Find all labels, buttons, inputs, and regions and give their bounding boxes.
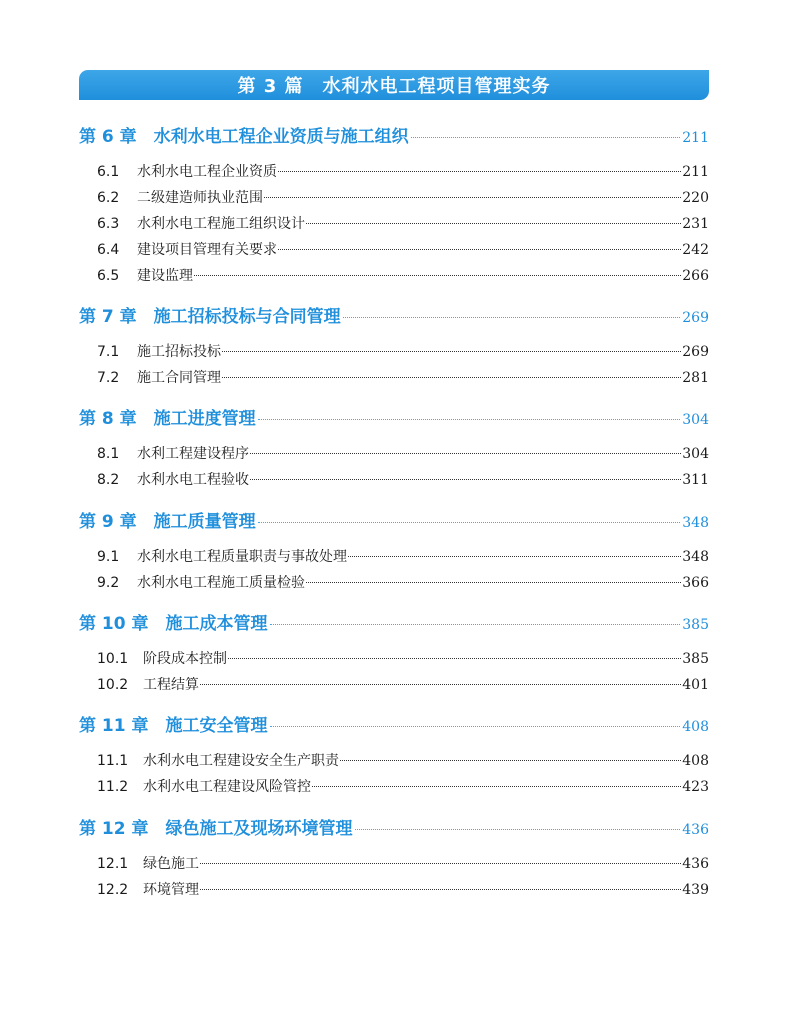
- section-6-4-entry[interactable]: [79, 239, 709, 261]
- section-title: 环境管理: [143, 882, 199, 898]
- chapter-7-entry[interactable]: [79, 302, 709, 328]
- section-number: 6.1: [97, 164, 120, 180]
- section-page-number: 304: [682, 446, 709, 462]
- section-title: 二级建造师执业范围: [137, 190, 263, 206]
- chapter-page-number: 269: [682, 310, 709, 326]
- section-7-1-entry[interactable]: [79, 341, 709, 363]
- dot-leader: [264, 197, 681, 198]
- section-page-number: 231: [682, 216, 709, 232]
- dot-leader: [306, 582, 681, 583]
- section-9-2-entry[interactable]: [79, 572, 709, 594]
- section-title: 水利水电工程施工组织设计: [137, 216, 305, 232]
- section-title: 水利水电工程企业资质: [137, 164, 277, 180]
- section-title: 工程结算: [143, 677, 199, 693]
- dot-leader: [411, 137, 681, 138]
- chapter-title: 第 11 章 施工安全管理: [79, 716, 268, 736]
- section-6-5-entry[interactable]: [79, 265, 709, 287]
- section-page-number: 439: [682, 882, 709, 898]
- section-page-number: 266: [682, 268, 709, 284]
- dot-leader: [228, 658, 681, 659]
- chapter-11-entry[interactable]: [79, 711, 709, 737]
- section-title: 水利水电工程建设风险管控: [143, 779, 311, 795]
- section-11-2-entry[interactable]: [79, 776, 709, 798]
- chapter-title: 第 6 章 水利水电工程企业资质与施工组织: [79, 127, 409, 147]
- section-number: 8.2: [97, 472, 120, 488]
- chapter-8-entry[interactable]: [79, 404, 709, 430]
- chapter-page-number: 385: [682, 617, 709, 633]
- dot-leader: [222, 377, 681, 378]
- chapter-page-number: 211: [682, 130, 709, 146]
- dot-leader: [343, 317, 681, 318]
- section-page-number: 211: [682, 164, 709, 180]
- dot-leader: [258, 419, 681, 420]
- section-number: 11.1: [97, 753, 129, 769]
- section-title: 水利水电工程建设安全生产职责: [143, 753, 339, 769]
- chapter-title: 第 10 章 施工成本管理: [79, 614, 268, 634]
- section-number: 9.2: [97, 575, 120, 591]
- section-number: 11.2: [97, 779, 129, 795]
- dot-leader: [270, 624, 681, 625]
- dot-leader: [250, 479, 681, 480]
- dot-leader: [222, 351, 681, 352]
- dot-leader: [200, 863, 681, 864]
- section-page-number: 281: [682, 370, 709, 386]
- section-9-1-entry[interactable]: [79, 546, 709, 568]
- section-title: 水利水电工程质量职责与事故处理: [137, 549, 347, 565]
- section-title: 阶段成本控制: [143, 651, 227, 667]
- dot-leader: [200, 889, 681, 890]
- section-10-2-entry[interactable]: [79, 674, 709, 696]
- section-7-2-entry[interactable]: [79, 367, 709, 389]
- section-number: 7.2: [97, 370, 120, 386]
- section-12-1-entry[interactable]: [79, 853, 709, 875]
- section-10-1-entry[interactable]: [79, 648, 709, 670]
- section-title: 施工合同管理: [137, 370, 221, 386]
- section-6-3-entry[interactable]: [79, 213, 709, 235]
- part-title: 第 3 篇 水利水电工程项目管理实务: [237, 76, 551, 97]
- section-8-2-entry[interactable]: [79, 469, 709, 491]
- section-title: 绿色施工: [143, 856, 199, 872]
- dot-leader: [355, 829, 681, 830]
- dot-leader: [194, 275, 681, 276]
- chapter-9-entry[interactable]: [79, 507, 709, 533]
- section-page-number: 436: [682, 856, 709, 872]
- section-11-1-entry[interactable]: [79, 750, 709, 772]
- section-6-1-entry[interactable]: [79, 161, 709, 183]
- section-page-number: 348: [682, 549, 709, 565]
- section-title: 水利水电工程验收: [137, 472, 249, 488]
- section-title: 建设监理: [137, 268, 193, 284]
- section-12-2-entry[interactable]: [79, 879, 709, 901]
- dot-leader: [278, 171, 681, 172]
- section-page-number: 242: [682, 242, 709, 258]
- chapter-title: 第 8 章 施工进度管理: [79, 409, 256, 429]
- dot-leader: [258, 522, 681, 523]
- section-title: 施工招标投标: [137, 344, 221, 360]
- section-title: 水利水电工程施工质量检验: [137, 575, 305, 591]
- section-page-number: 423: [682, 779, 709, 795]
- chapter-6-entry[interactable]: [79, 122, 709, 148]
- chapter-title: 第 12 章 绿色施工及现场环境管理: [79, 819, 353, 839]
- section-6-2-entry[interactable]: [79, 187, 709, 209]
- chapter-page-number: 408: [682, 719, 709, 735]
- section-page-number: 408: [682, 753, 709, 769]
- dot-leader: [278, 249, 681, 250]
- chapter-10-entry[interactable]: [79, 609, 709, 635]
- section-page-number: 385: [682, 651, 709, 667]
- section-page-number: 401: [682, 677, 709, 693]
- dot-leader: [250, 453, 681, 454]
- chapter-page-number: 436: [682, 822, 709, 838]
- chapter-12-entry[interactable]: [79, 814, 709, 840]
- dot-leader: [270, 726, 681, 727]
- section-title: 水利工程建设程序: [137, 446, 249, 462]
- section-number: 6.3: [97, 216, 120, 232]
- section-number: 7.1: [97, 344, 120, 360]
- section-number: 10.2: [97, 677, 129, 693]
- section-number: 6.4: [97, 242, 120, 258]
- section-number: 6.2: [97, 190, 120, 206]
- section-8-1-entry[interactable]: [79, 443, 709, 465]
- section-number: 12.2: [97, 882, 129, 898]
- section-number: 9.1: [97, 549, 120, 565]
- chapter-title: 第 9 章 施工质量管理: [79, 512, 256, 532]
- section-number: 10.1: [97, 651, 129, 667]
- dot-leader: [200, 684, 681, 685]
- dot-leader: [348, 556, 681, 557]
- section-page-number: 366: [682, 575, 709, 591]
- section-page-number: 220: [682, 190, 709, 206]
- section-title: 建设项目管理有关要求: [137, 242, 277, 258]
- chapter-page-number: 304: [682, 412, 709, 428]
- chapter-page-number: 348: [682, 515, 709, 531]
- part-title-banner: [79, 70, 709, 100]
- section-page-number: 269: [682, 344, 709, 360]
- dot-leader: [306, 223, 681, 224]
- section-number: 12.1: [97, 856, 129, 872]
- dot-leader: [340, 760, 681, 761]
- section-number: 6.5: [97, 268, 120, 284]
- dot-leader: [312, 786, 681, 787]
- section-page-number: 311: [682, 472, 709, 488]
- section-number: 8.1: [97, 446, 120, 462]
- chapter-title: 第 7 章 施工招标投标与合同管理: [79, 307, 341, 327]
